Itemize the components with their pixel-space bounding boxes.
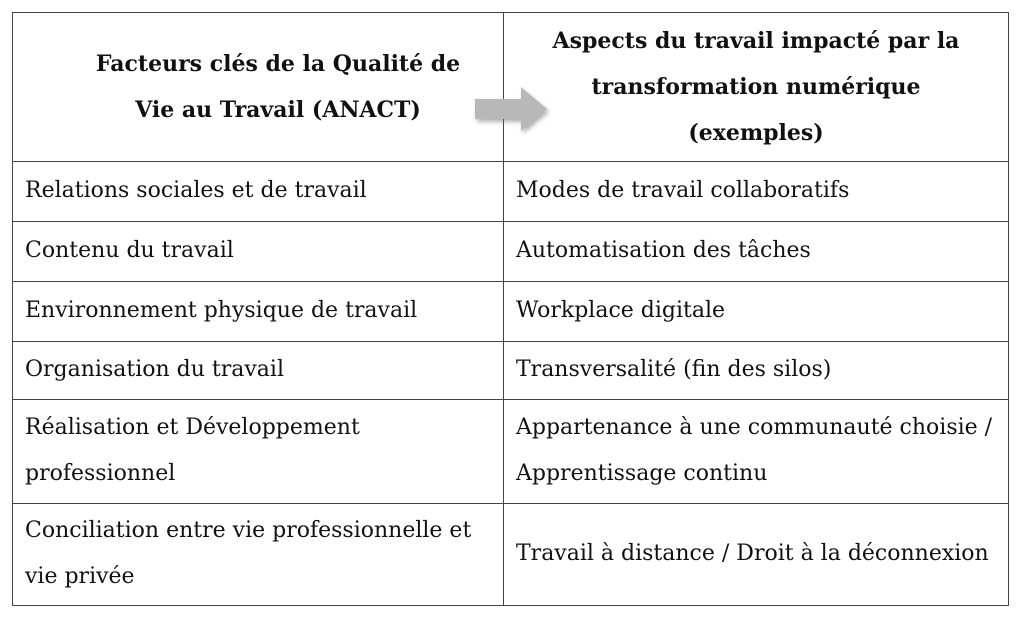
table-row-aspect xyxy=(504,221,1008,281)
header-factors xyxy=(13,13,503,161)
table-row-factor xyxy=(13,503,503,605)
aspect-text: Travail à distance / Droit à la déconnexion xyxy=(516,541,989,566)
table-row-aspect xyxy=(504,341,1008,399)
table-row-factor xyxy=(13,221,503,281)
right-arrow-icon xyxy=(471,83,551,135)
table-row-factor xyxy=(13,161,503,221)
table-row-aspect xyxy=(504,399,1008,503)
factor-text: Relations sociales et de travail xyxy=(25,178,367,203)
aspect-text: Transversalité (fin des silos) xyxy=(516,357,832,382)
qvt-comparison-table xyxy=(12,12,1009,606)
table-row-factor xyxy=(13,281,503,341)
factor-text: Réalisation et Développement professionnel xyxy=(25,415,360,486)
aspect-text: Modes de travail collaboratifs xyxy=(516,178,850,203)
factor-text: Organisation du travail xyxy=(25,357,284,382)
header-aspects xyxy=(504,13,1008,161)
table-row-aspect xyxy=(504,281,1008,341)
aspect-text: Automatisation des tâches xyxy=(516,238,811,263)
aspect-text: Workplace digitale xyxy=(516,298,726,323)
table-row-aspect xyxy=(504,503,1008,605)
aspect-text: Appartenance à une communauté choisie / Apprentissage continu xyxy=(516,415,993,486)
factor-text: Environnement physique de travail xyxy=(25,298,418,323)
header-factors-text: Facteurs clés de la Qualité de Vie au Travail (ANACT) xyxy=(95,51,461,123)
table-row-factor xyxy=(13,341,503,399)
header-aspects-text: Aspects du travail impacté par la transformation numérique (exemples) xyxy=(552,28,960,146)
factor-text: Conciliation entre vie professionnelle et vie privée xyxy=(25,518,472,589)
factor-text: Contenu du travail xyxy=(25,238,234,263)
table-row-aspect xyxy=(504,161,1008,221)
table-row-factor xyxy=(13,399,503,503)
